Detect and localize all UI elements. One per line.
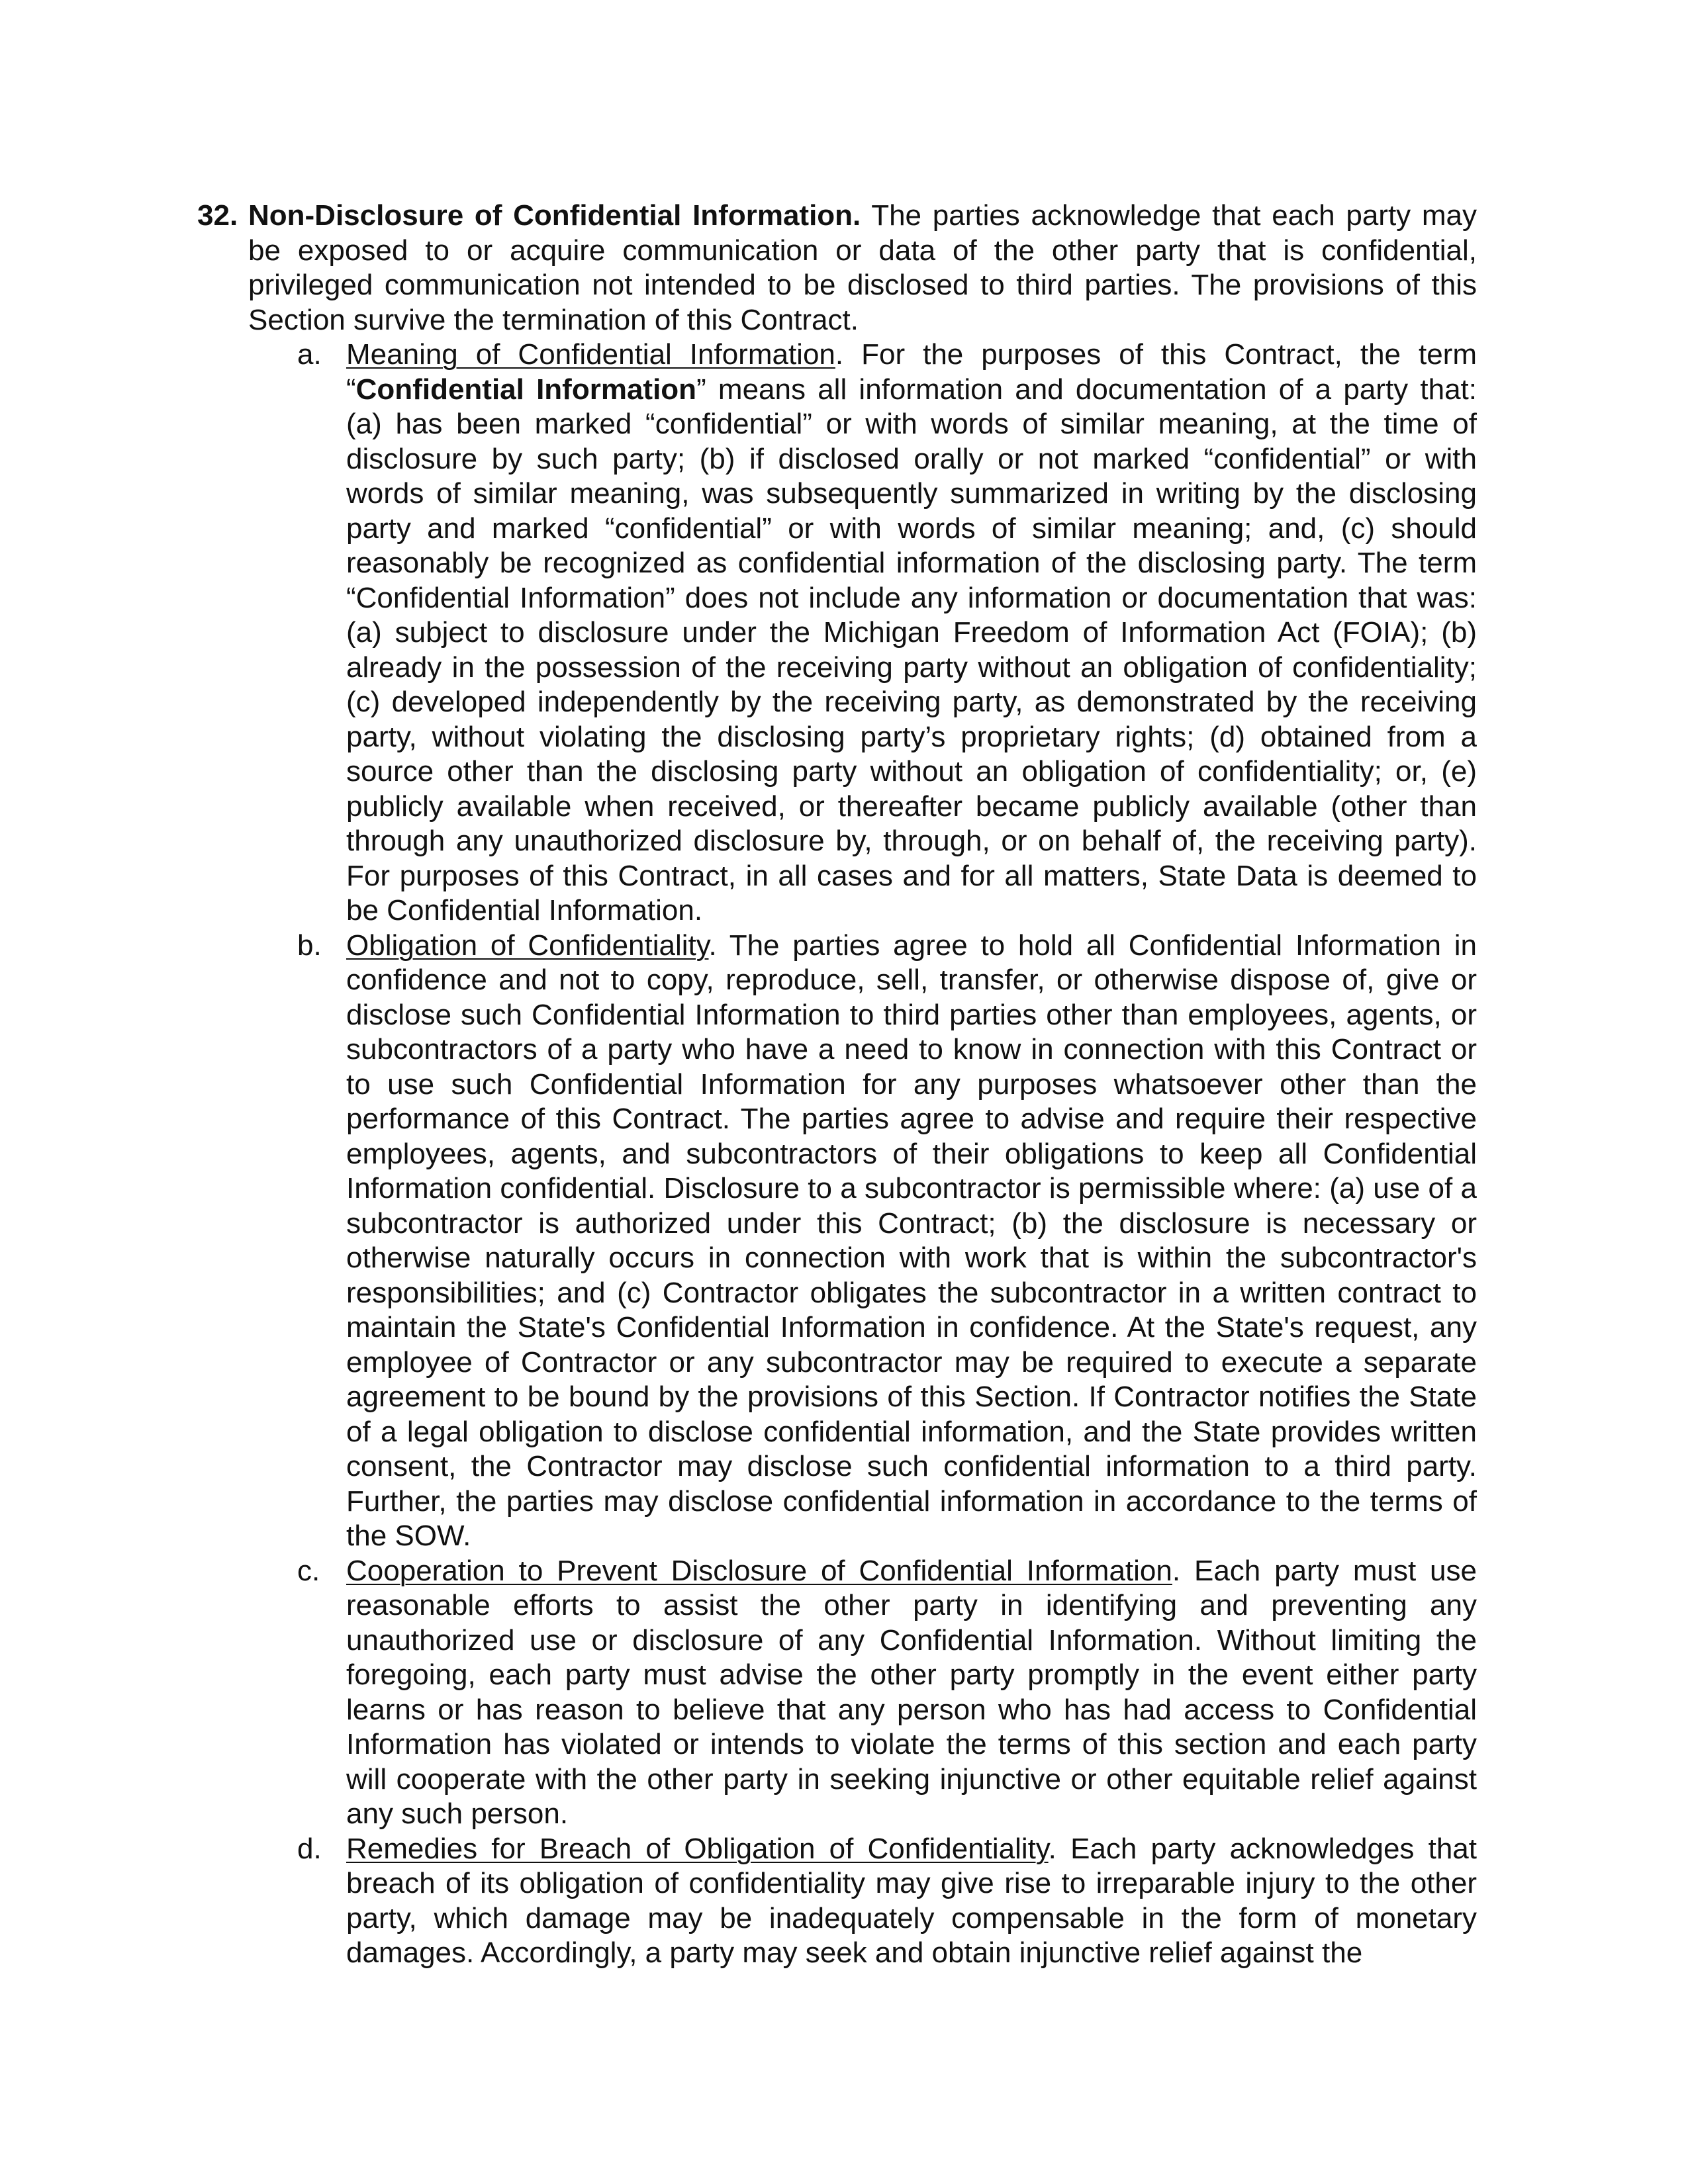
- defined-term: Confidential Information: [355, 373, 697, 406]
- clause-letter: c.: [297, 1554, 320, 1587]
- clause-heading: Obligation of Confidentiality: [346, 929, 709, 962]
- clause-letter: a.: [297, 338, 322, 371]
- clause-text: . The parties agree to hold all Confidential Information in confidence and not to copy, reproduce, sell, transfer, or otherwise dispose of, give or disclose such Confidential Information to third parties other than employees, agents, or subcontractors of a party who have a need to know in connection with this Contract or to use such Confidential Information for any purposes whatsoever other than the performance of this Contract. The parties agree to advise and require their respective employees, agents, and subcontractors of their obligations to keep all Confidential Information confidential. Disclosure to a subcontractor is permissible where: (a) use of a subcontractor is authorized under this Contract; (b) the disclosure is necessary or otherwise naturally occurs in connection with work that is within the subcontractor's responsibilities; and (c) Contractor obligates the subcontractor in a written contract to maintain the State's Confidential Information in confidence. At the State's request, any employee of Contractor or any subcontractor may be required to execute a separate agreement to be bound by the provisions of this Section. If Contractor notifies the State of a legal obligation to disclose confidential information, and the State provides written consent, the Contractor may disclose such confidential information to a third party. Further, the parties may disclose confidential information in accordance to the terms of the SOW.: [346, 929, 1477, 1552]
- clause-list: [248, 338, 1477, 1971]
- section-header-paragraph: [197, 199, 1477, 338]
- section-number: 32.: [197, 199, 238, 232]
- clause-letter: d.: [297, 1832, 322, 1865]
- clause-text: . For the purposes of this Contract, the term “: [346, 338, 1477, 406]
- clause-letter: b.: [297, 929, 322, 962]
- clause-heading: Remedies for Breach of Obligation of Confidentiality: [346, 1832, 1049, 1865]
- clause-heading: Meaning of Confidential Information: [346, 338, 835, 371]
- clause-text: . Each party acknowledges that breach of its obligation of confidentiality may give rise to irreparable injury to the other party, which damage may be inadequately compensable in the form of monetary damages. Accordingly, a party may seek and obtain injunctive relief against the: [346, 1832, 1477, 1969]
- clause-b: [297, 929, 1477, 1554]
- clause-a: [297, 338, 1477, 929]
- section-title: Non-Disclosure of Confidential Information.: [248, 199, 861, 232]
- clause-text: . Each party must use reasonable efforts to assist the other party in identifying and preventing any unauthorized use or disclosure of any Confidential Information. Without limiting the foregoing, each party must advise the other party promptly in the event either party learns or has reason to believe that any person who has had access to Confidential Information has violated or intends to violate the terms of this section and each party will cooperate with the other party in seeking injunctive or other equitable relief against any such person.: [346, 1554, 1477, 1830]
- section-32: [197, 199, 1477, 1971]
- clause-d: [297, 1832, 1477, 1971]
- clause-c: [297, 1554, 1477, 1832]
- section-intro: The parties acknowledge that each party may be exposed to or acquire communication or data of the other party that is confidential, privileged communication not intended to be disclosed to third parties. The provisions of this Section survive the termination of this Contract.: [248, 199, 1477, 336]
- clause-heading: Cooperation to Prevent Disclosure of Confidential Information: [346, 1554, 1172, 1587]
- clause-text-continued: ” means all information and documentation of a party that: (a) has been marked “confidential” or with words of similar meaning, at the time of disclosure by such party; (b) if disclosed orally or not marked “confidential” or with words of similar meaning, was subsequently summarized in writing by the disclosing party and marked “confidential” or with words of similar meaning; and, (c) should reasonably be recognized as confidential information of the disclosing party. The term “Confidential Information” does not include any information or documentation that was: (a) subject to disclosure under the Michigan Freedom of Information Act (FOIA); (b) already in the possession of the receiving party without an obligation of confidentiality; (c) developed independently by the receiving party, as demonstrated by the receiving party, without violating the disclosing party’s proprietary rights; (d) obtained from a source other than the disclosing party without an obligation of confidentiality; or, (e) publicly available when received, or thereafter became publicly available (other than through any unauthorized disclosure by, through, or on behalf of, the receiving party). For purposes of this Contract, in all cases and for all matters, State Data is deemed to be Confidential Information.: [346, 373, 1477, 927]
